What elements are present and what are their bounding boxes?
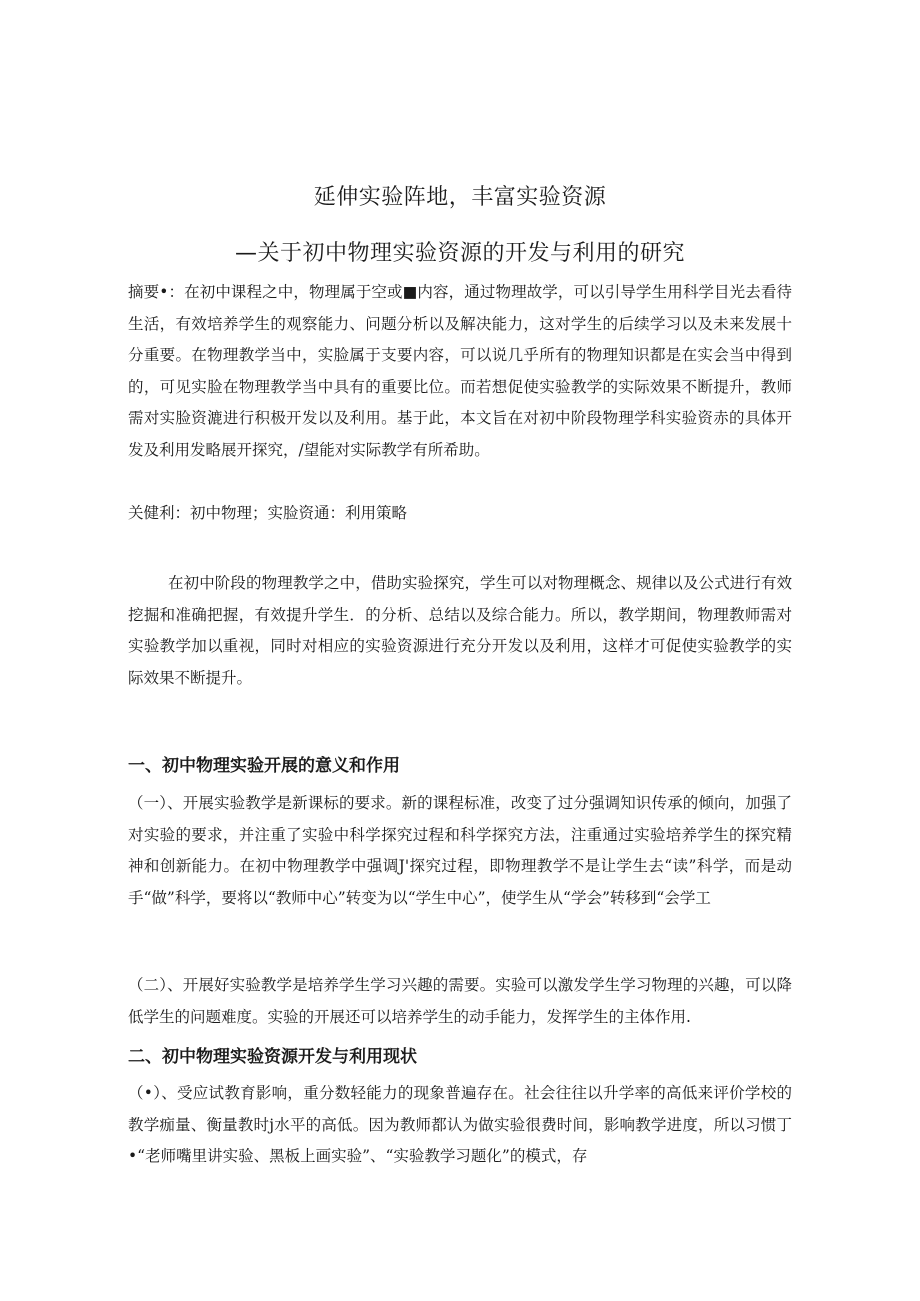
document-subtitle: —关于初中物理实验资源的开发与利用的研究 xyxy=(234,241,685,266)
abstract-text: 摘要•：在初中课程之中，物理属于空或■内容，通过物理故学，可以引导学生用科学目光去看待生活，有效培养学生的观察能力、问题分析以及解决能力，这对学生的后续学习以及未来发展十分重要。在物理教学当中，实脸属于支要内容，可以说几乎所有的物理知识都是在实会当中得到的，可见实脸在物理教学当中具有的重要比位。而若想促使实验教学的实际效果不断提升，教师需对实脸资漉进行积极开发以及利用。基于此，本文旨在对初中阶段物理学科实验资赤的具体开发及利用发略展开探究，/望能对实际教学有所希助。 xyxy=(128,283,792,459)
section-1-p1-text: （一）、开展实验教学是新课标的要求。新的课程标准，改变了过分强调知识传承的倾向，加强了对实验的要求，并注重了实验中科学探究过程和科学探究方法，注重通过实验培养学生的探究精神和创新能力。在初中物理教学中强调J'探究过程，即物理教学不是让学生去“读”科学，而是动手“做”科学，要将以“教师中心”转变为以“学生中心”，使学生从“学会”转移到“会学工 xyxy=(128,794,792,907)
intro-text: 在初中阶段的物理教学之中，借助实验探究，学生可以对物理概念、规律以及公式进行有效挖掘和准确把握，有效提升学生．的分析、总结以及综合能力。所以，教学期间，物理教师需对实验教学加以重视，同时对相应的实验资源进行充分开发以及利用，这样才可促使实验教学的实际效果不断提升。 xyxy=(128,574,792,687)
document-title: 延伸实验阵地，丰富实验资源 xyxy=(313,185,607,210)
section-2-paragraph-1 xyxy=(128,1078,792,1173)
introduction-paragraph xyxy=(128,568,792,694)
keywords-section xyxy=(128,498,792,530)
keywords-text: 关健利：初中物理；实脸资通：利用策略 xyxy=(128,504,408,522)
section-1-heading: 一、初中物理实验开展的意义和作用 xyxy=(128,756,400,776)
section-1-paragraph-2 xyxy=(128,970,792,1033)
section-1-p2-text: （二）、开展好实验教学是培养学生学习兴趣的需要。实验可以激发学生学习物理的兴趣，可以降低学生的问题难度。实验的开展还可以培养学生的动手能力，发挥学生的主体作用. xyxy=(128,976,792,1026)
section-2-p1-text: （•）、受应试教育影响，重分数轻能力的现象普遍存在。社会往往以升学率的高低来评价学校的教学痂量、衡量教时j水平的高低。因为教师都认为做实验很费时间，影响教学进度，所以习惯丁•“老师嘴里讲实验、黑板上画实验”、“实验教学习题化”的模式，存 xyxy=(128,1084,792,1165)
section-2-heading: 二、初中物理实验资源开发与利用现状 xyxy=(128,1047,417,1067)
section-1-paragraph-1 xyxy=(128,788,792,914)
abstract-section xyxy=(128,277,792,466)
